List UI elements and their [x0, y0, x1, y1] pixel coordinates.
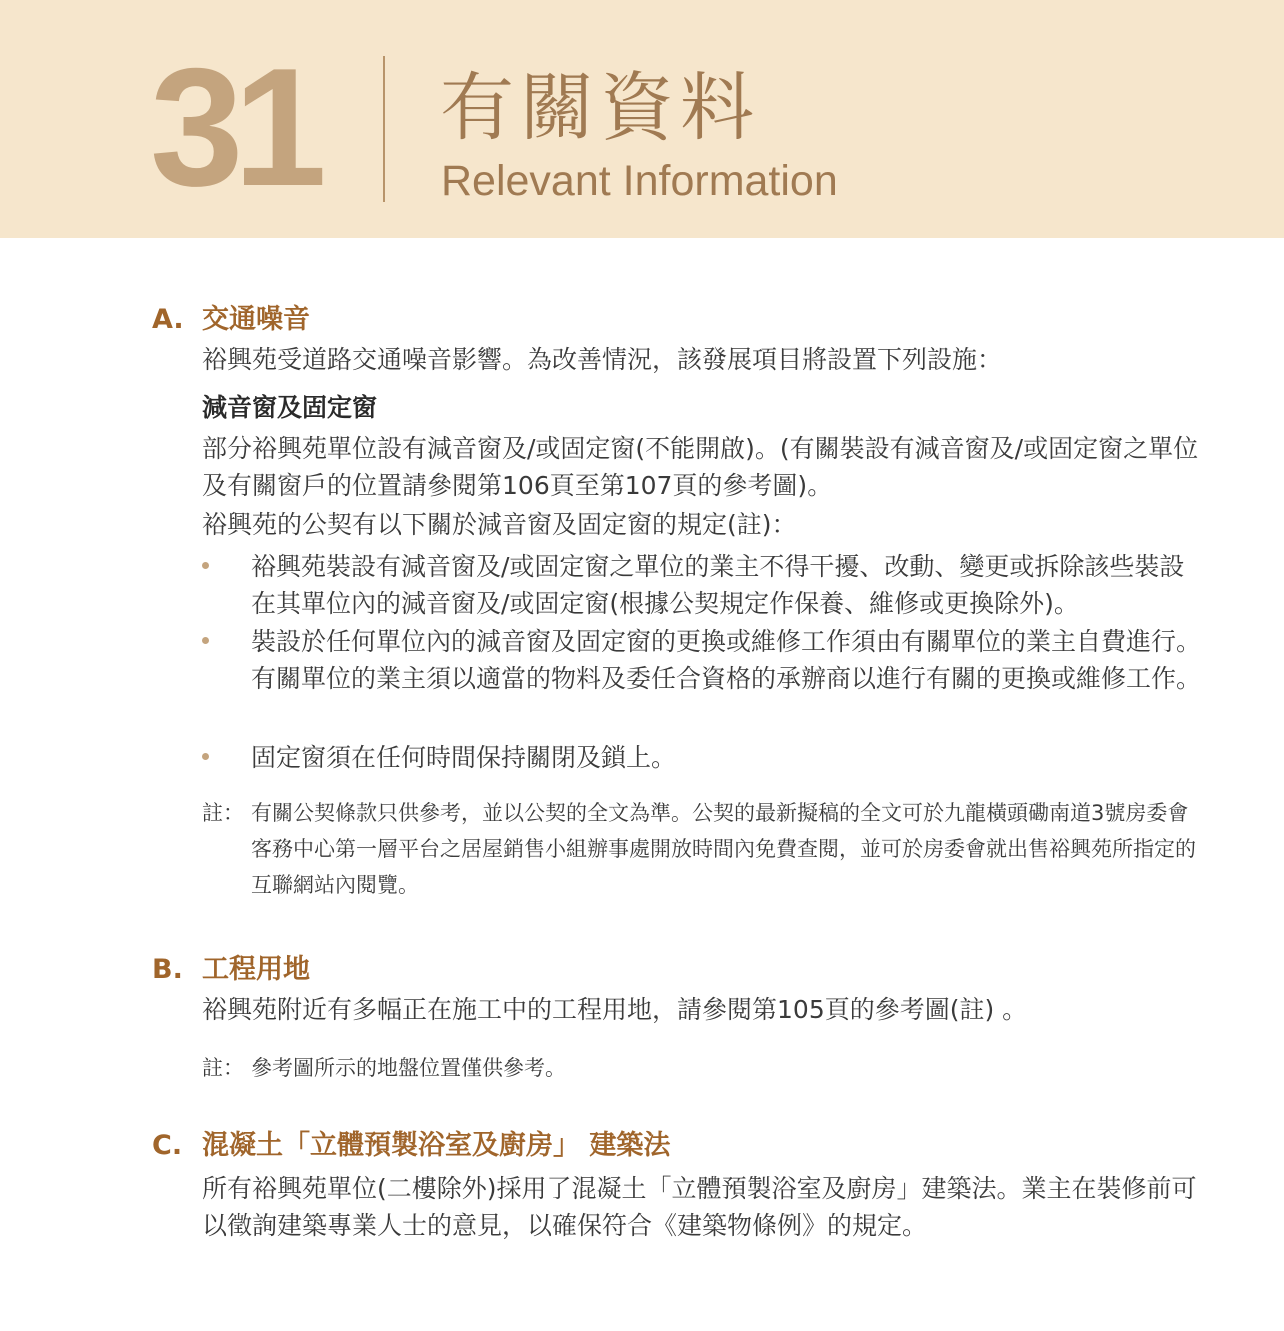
- note-label: 註：: [202, 801, 244, 825]
- section-a-paragraph-2: 裕興苑的公契有以下關於減音窗及固定窗的規定(註)：: [202, 510, 797, 539]
- list-item-text: 裕興苑裝設有減音窗及/或固定窗之單位的業主不得干擾、改動、變更或拆除該些裝設在其單位內的減音窗及/或固定窗(根據公契規定作保養、維修或更換除外)。: [251, 552, 1185, 618]
- section-b-title: 工程用地: [202, 954, 310, 985]
- list-item-text: 固定窗須在任何時間保持關閉及鎖上。: [251, 743, 677, 772]
- section-a-letter: A.: [152, 304, 184, 335]
- note-text: 參考圖所示的地盤位置僅供參考。: [251, 1056, 566, 1080]
- section-a-subheading: 減音窗及固定窗: [202, 393, 378, 422]
- page-title-chinese: 有關資料: [440, 65, 760, 151]
- section-a-paragraph-1: 部分裕興苑單位設有減音窗及/或固定窗(不能開啟)。(有關裝設有減音窗及/或固定窗之單位及有關窗戶的位置請參閱第106頁至第107頁的參考圖)。: [202, 434, 1199, 500]
- section-b-intro: 裕興苑附近有多幅正在施工中的工程用地，請參閱第105頁的參考圖(註) 。: [202, 995, 1028, 1024]
- section-a-heading: [152, 302, 310, 338]
- page-header: [0, 0, 1284, 238]
- list-item-text: 裝設於任何單位內的減音窗及固定窗的更換或維修工作須由有關單位的業主自費進行。有關單位的業主須以適當的物料及委任合資格的承辦商以進行有關的更換或維修工作。: [251, 627, 1202, 693]
- bullet-icon: [202, 562, 209, 569]
- chapter-number: 31: [150, 33, 317, 221]
- section-c-heading: [152, 1128, 670, 1164]
- note-text: 有關公契條款只供參考，並以公契的全文為準。公契的最新擬稿的全文可於九龍橫頭磡南道3號房委會客務中心第一層平台之居屋銷售小組辦事處開放時間內免費查閱，並可於房委會就出售裕興苑所指定的互聯網站內閱覽。: [251, 801, 1196, 897]
- section-b-heading: [152, 952, 310, 988]
- section-c-title: 混凝土「立體預製浴室及廚房」 建築法: [202, 1130, 671, 1161]
- section-a-title: 交通噪音: [202, 304, 310, 335]
- section-c-letter: C.: [152, 1130, 183, 1161]
- section-b-letter: B.: [152, 954, 183, 985]
- bullet-icon: [202, 753, 209, 760]
- section-c-intro: 所有裕興苑單位(二樓除外)採用了混凝土「立體預製浴室及廚房」建築法。業主在裝修前可以徵詢建築專業人士的意見，以確保符合《建築物條例》的規定。: [202, 1174, 1197, 1240]
- section-a-intro: 裕興苑受道路交通噪音影響。為改善情況，該發展項目將設置下列設施：: [202, 345, 1003, 374]
- header-divider: [383, 56, 385, 202]
- note-label: 註：: [202, 1056, 244, 1080]
- page-title-english: Relevant Information: [441, 157, 838, 205]
- bullet-icon: [202, 637, 209, 644]
